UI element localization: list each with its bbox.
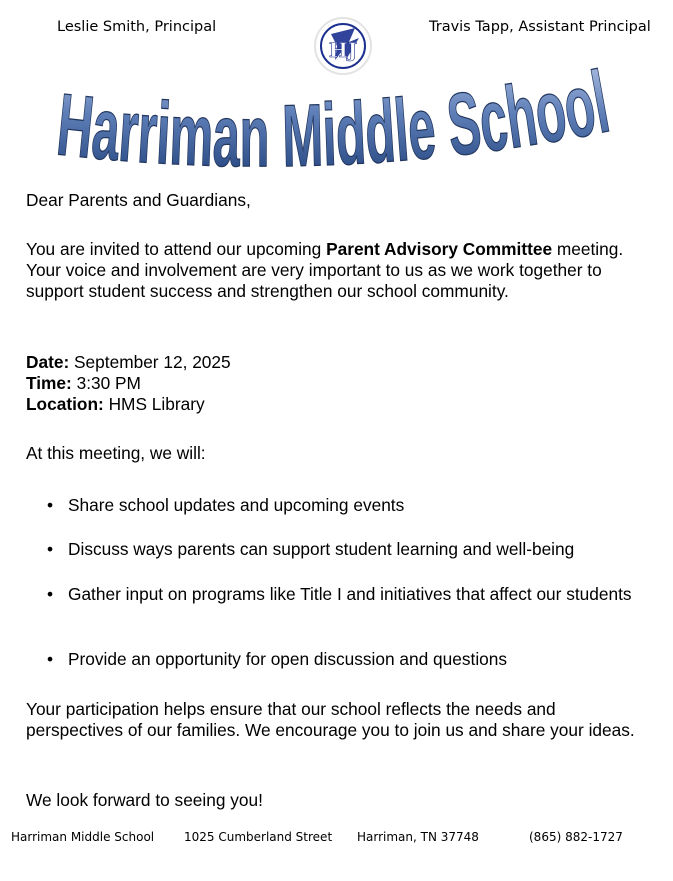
bullet-icon: • xyxy=(47,649,54,669)
greeting: Dear Parents and Guardians, xyxy=(26,190,251,210)
agenda-intro: At this meeting, we will: xyxy=(26,443,206,463)
logo-monogram: HJ xyxy=(328,38,358,62)
detail-time: Time: 3:30 PM xyxy=(26,373,141,393)
list-item: • Discuss ways parents can support student learning and well-being xyxy=(47,539,575,559)
intro-paragraph xyxy=(26,239,651,302)
list-item: • Share school updates and upcoming events xyxy=(47,495,405,515)
list-item: • Provide an opportunity for open discussion and questions xyxy=(47,649,508,669)
school-name: Harriman Middle School xyxy=(53,50,626,180)
intro-before: You are invited to attend our upcoming xyxy=(26,239,322,259)
meeting-details xyxy=(26,352,651,415)
principal-name: Leslie Smith, Principal xyxy=(57,19,217,35)
bullet-icon: • xyxy=(47,539,54,559)
footer-school: Harriman Middle School xyxy=(11,830,155,844)
committee-name: Parent Advisory Committee xyxy=(326,239,553,259)
footer-address: 1025 Cumberland Street xyxy=(184,830,333,844)
closing-paragraph: Your participation helps ensure that our school reflects the needs and perspectives of our families. We encourage you to join us and share your ideas. xyxy=(26,699,635,740)
bullet-icon: • xyxy=(47,584,54,604)
school-name-wordart xyxy=(40,30,630,180)
list-item: • Gather input on programs like Title I and initiatives that affect our students xyxy=(47,584,632,604)
assistant-principal-name: Travis Tapp, Assistant Principal xyxy=(429,19,651,35)
bullet-icon: • xyxy=(47,495,54,515)
detail-location: Location: HMS Library xyxy=(26,394,205,414)
footer-phone: (865) 882-1727 xyxy=(529,830,623,844)
intro-after: meeting. Your voice and involvement are very important to us as we work together to support student success and strengthen our school community. xyxy=(26,239,624,301)
sign-off: We look forward to seeing you! xyxy=(26,790,263,810)
footer-city: Harriman, TN 37748 xyxy=(357,830,479,844)
detail-date: Date: September 12, 2025 xyxy=(26,352,231,372)
